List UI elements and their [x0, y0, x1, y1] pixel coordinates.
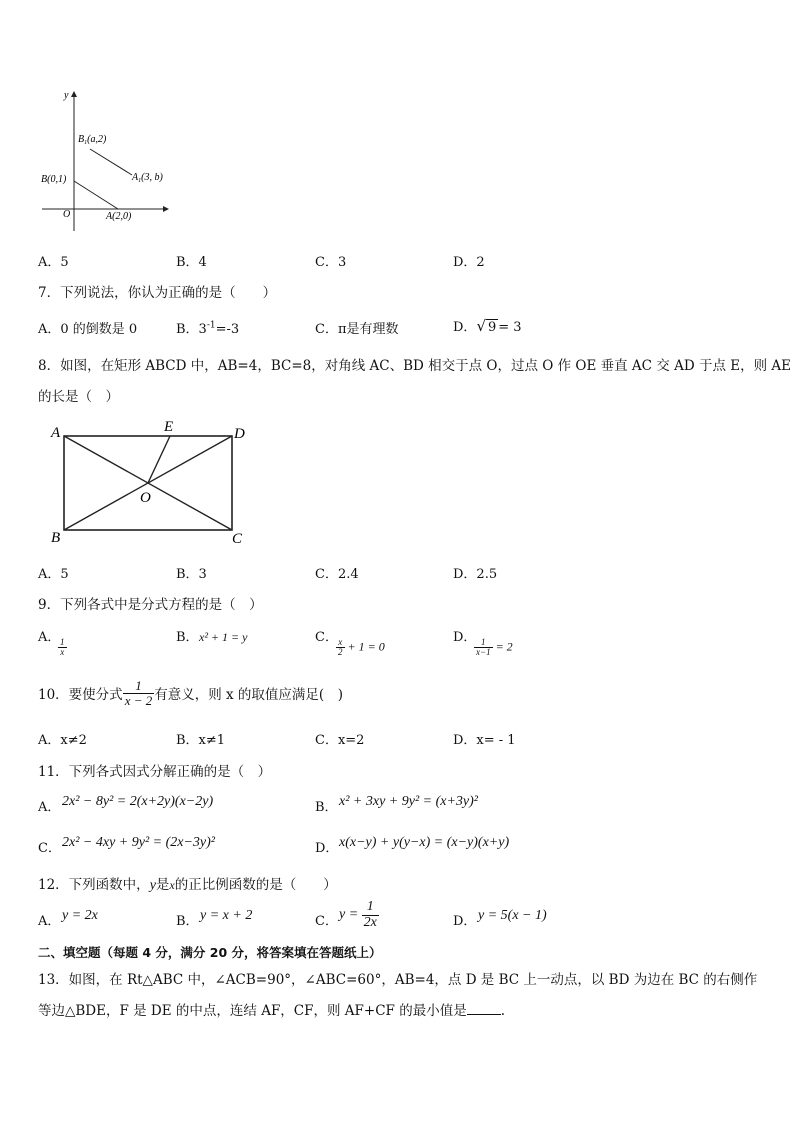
point-a1-label: $A_1(3$, b): [132, 172, 163, 184]
q8-rectangle-figure: [46, 414, 256, 552]
q8-stem-line2: 的长是（ ）: [38, 389, 119, 405]
q8-option-a: A．5: [38, 567, 69, 582]
q10-option-d: D．x= - 1: [453, 733, 516, 748]
section2-title: 二、填空题（每题 4 分，满分 20 分，将答案填在答题纸上）: [38, 945, 382, 960]
segment-oe: [148, 436, 170, 483]
q9-option-d-label: D．: [453, 630, 477, 645]
q10-stem: 10．要使分式 $\frac{1}{x - 2}$ 有意义，则 x 的取值应满足( ): [38, 678, 343, 708]
vertex-d: D: [234, 426, 245, 442]
q9-option-b-label: B．: [176, 630, 199, 645]
q11-option-d-label: D．: [315, 841, 339, 856]
answer-blank[interactable]: [467, 1002, 501, 1015]
q8-stem-line1: 8．如图，在矩形 ABCD 中，AB=4，BC=8，对角线 AC、BD 相交于点 O，过点 O 作 OE 垂直 AC 交 AD 于点 E，则 AE: [38, 358, 791, 374]
q10-option-c: C．x=2: [315, 733, 365, 748]
q6-coordinate-figure: [36, 86, 176, 236]
vertex-b: B: [51, 530, 61, 546]
q11-option-c-math: 2x² − 4xy + 9y² = (2x−3y)²: [62, 835, 215, 850]
q11-option-d-math: x(x−y) + y(y−x) = (x−y)(x+y): [339, 835, 510, 850]
q9-option-b-math: x² + 1 = y: [199, 630, 248, 644]
sqrt-symbol: √: [476, 317, 486, 335]
origin-label: O: [63, 209, 71, 220]
q12-option-b-label: B．: [176, 914, 199, 929]
q6-option-c: C．3: [315, 255, 347, 270]
q11-stem: 11．下列各式因式分解正确的是（ ）: [38, 764, 272, 780]
q12-option-d-math: y = 5(x − 1): [478, 908, 547, 923]
q6-option-a: A．5: [38, 255, 69, 270]
q12-option-a-label: A．: [38, 914, 61, 929]
point-e: E: [164, 419, 174, 435]
segment-ab: [74, 181, 118, 209]
q12-option-d-label: D．: [453, 914, 477, 929]
q7-option-d: D．√ 9 = 3: [453, 317, 522, 335]
q8-option-d: D．2.5: [453, 567, 498, 582]
q7-stem: 7．下列说法，你认为正确的是（ ）: [38, 285, 277, 301]
q12-option-b-math: y = x + 2: [200, 908, 253, 923]
q11-option-c-label: C．: [38, 841, 61, 856]
q7-option-c: C．π是有理数: [315, 322, 399, 337]
point-o: O: [140, 490, 151, 506]
q13-line2: 等边△BDE，F 是 DE 的中点，连结 AF，CF，则 AF+CF 的最小值是 .: [38, 1003, 506, 1019]
q7-option-b: B．$3^{-1}=-3$: [176, 320, 240, 337]
q11-option-b-label: B．: [315, 800, 338, 815]
q9-stem: 9．下列各式中是分式方程的是（ ）: [38, 597, 263, 613]
q13-line1: 13．如图，在 Rt△ABC 中，∠ACB=90°，∠ABC=60°，AB=4，点 D 是 BC 上一动点，以 BD 为边在 BC 的右侧作: [38, 972, 758, 988]
q12-option-c-label: C．: [315, 914, 338, 929]
vertex-a: A: [51, 425, 61, 441]
segment-a1b1: [90, 149, 132, 175]
q9-option-c-label: C．: [315, 630, 338, 645]
q6-option-b: B．4: [176, 255, 207, 270]
q6-option-d: D．2: [453, 255, 485, 270]
q9-option-d-math: $\frac{1}{x-1}$ = 2: [476, 637, 513, 658]
q12-stem: 12．下列函数中，y是x的正比例函数的是（ ）: [38, 877, 337, 893]
q10-fraction: $\frac{1}{x - 2}$: [124, 678, 153, 708]
point-a-label: A(2,0): [106, 211, 132, 222]
q10-option-a: A．x≠2: [38, 733, 87, 748]
point-b-label: B(0,1): [41, 174, 67, 185]
q11-option-a-label: A．: [38, 800, 61, 815]
q11-option-b-math: x² + 3xy + 9y² = (x+3y)²: [339, 794, 478, 809]
q12-option-a-math: y = 2x: [62, 908, 98, 923]
q8-option-b: B．3: [176, 567, 207, 582]
point-b1-label: $B_1(a,2)$: [78, 134, 107, 146]
q12-option-c-math: y = $\frac{1}{2x}$: [339, 899, 377, 930]
y-axis-label: y: [64, 90, 69, 101]
q8-option-c: C．2.4: [315, 567, 359, 582]
q9-option-a-label: A．: [38, 630, 61, 645]
q9-option-c-math: $\frac{x}{2}$ + 1 = 0: [338, 637, 385, 658]
q11-option-a-math: 2x² − 8y² = 2(x+2y)(x−2y): [62, 794, 214, 809]
q10-option-b: B．x≠1: [176, 733, 226, 748]
q9-option-a-fraction: $\frac{1}{x}$: [60, 637, 65, 658]
q7-option-a: A．0 的倒数是 0: [38, 322, 138, 337]
vertex-c: C: [232, 531, 243, 547]
